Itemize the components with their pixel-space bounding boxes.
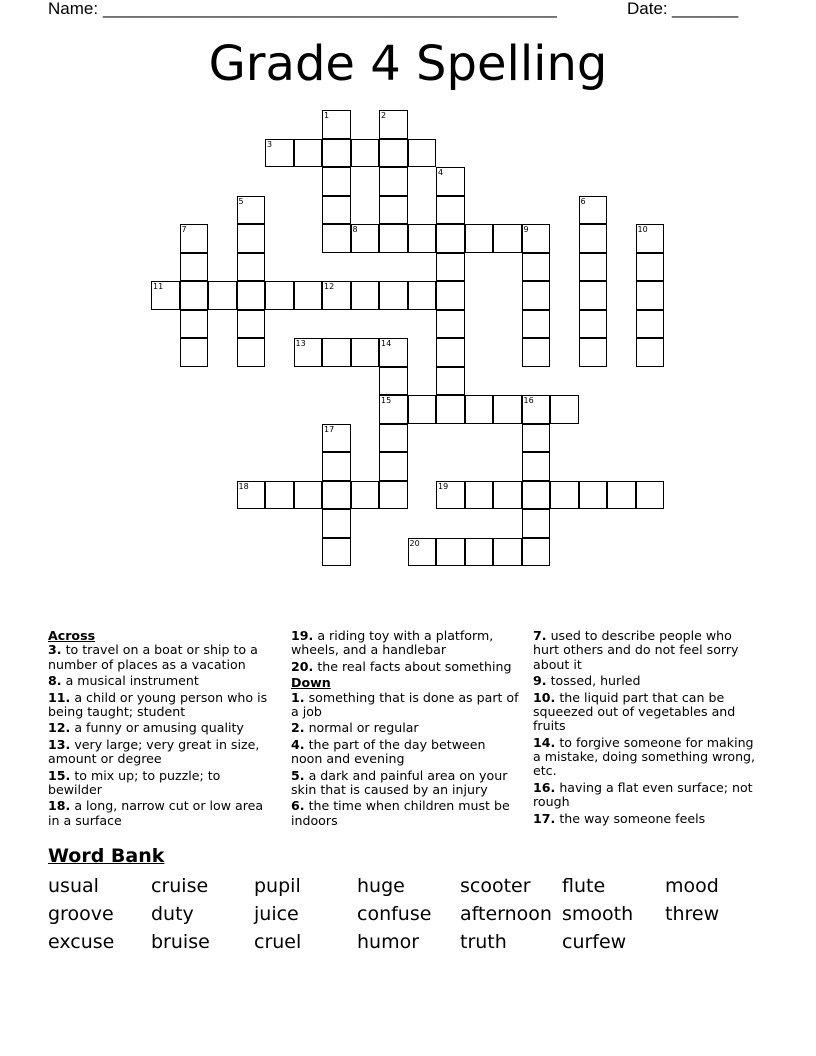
clue-text: tossed, hurled xyxy=(546,673,641,689)
cell-number: 11 xyxy=(153,282,164,291)
cell-number: 4 xyxy=(438,168,444,177)
crossword-cell[interactable] xyxy=(379,224,408,253)
word-bank-word: truth xyxy=(460,931,507,953)
crossword-cell[interactable] xyxy=(237,338,266,367)
crossword-cell[interactable] xyxy=(322,110,351,139)
across-heading: Across xyxy=(48,628,96,643)
crossword-cell[interactable] xyxy=(180,310,209,339)
crossword-cell[interactable] xyxy=(636,253,665,282)
page-title: Grade 4 Spelling xyxy=(208,36,608,92)
crossword-cell[interactable] xyxy=(579,338,608,367)
clue-text: very large; very great in size, amount or degree xyxy=(48,736,260,767)
crossword-cell[interactable] xyxy=(465,395,494,424)
clue-number: 5. xyxy=(291,767,305,783)
clue-item xyxy=(533,812,761,826)
date-label: Date: xyxy=(627,0,668,18)
clue-item xyxy=(533,781,761,810)
clue-number: 4. xyxy=(291,736,305,752)
crossword-cell[interactable] xyxy=(550,395,579,424)
cell-number: 7 xyxy=(181,225,187,234)
crossword-cell[interactable] xyxy=(322,538,351,567)
crossword-cell[interactable] xyxy=(522,281,551,310)
word-bank-word: confuse xyxy=(357,903,432,925)
crossword-cell[interactable] xyxy=(522,310,551,339)
crossword-cell[interactable] xyxy=(436,538,465,567)
date-line[interactable]: _______ xyxy=(672,0,739,18)
clue-number: 9. xyxy=(533,673,547,689)
clue-text: a dark and painful area on your skin that is caused by an injury xyxy=(291,767,508,797)
clue-number: 12. xyxy=(48,720,71,736)
clues-column-1 xyxy=(48,629,276,830)
clue-item xyxy=(533,674,761,688)
cell-number: 12 xyxy=(324,282,335,291)
crossword-cell[interactable] xyxy=(322,139,351,168)
clue-text: the liquid part that can be squeezed out of vegetables and fruits xyxy=(533,689,736,734)
crossword-cell[interactable] xyxy=(351,139,380,168)
clue-number: 8. xyxy=(48,673,62,689)
crossword-cell[interactable] xyxy=(180,224,209,253)
crossword-cell[interactable] xyxy=(379,367,408,396)
cell-number: 9 xyxy=(523,225,529,234)
crossword-cell[interactable] xyxy=(579,196,608,225)
crossword-cell[interactable] xyxy=(379,452,408,481)
crossword-cell[interactable] xyxy=(322,167,351,196)
clue-text: something that is done as part of a job xyxy=(291,689,519,719)
crossword-cell[interactable] xyxy=(636,310,665,339)
clue-number: 18. xyxy=(48,798,71,814)
crossword-cell[interactable] xyxy=(579,310,608,339)
crossword-cell[interactable] xyxy=(408,224,437,253)
crossword-cell[interactable] xyxy=(436,338,465,367)
clue-text: a musical instrument xyxy=(61,673,199,689)
clue-item xyxy=(48,721,276,735)
cell-number: 1 xyxy=(324,111,330,120)
crossword-cell[interactable] xyxy=(436,167,465,196)
clue-number: 14. xyxy=(533,734,556,750)
crossword-cell[interactable] xyxy=(265,281,294,310)
crossword-cell[interactable] xyxy=(493,481,522,510)
clue-item xyxy=(291,691,519,720)
clue-number: 7. xyxy=(533,628,547,643)
crossword-cell[interactable] xyxy=(151,281,180,310)
clue-number: 6. xyxy=(291,798,305,814)
cell-number: 3 xyxy=(267,139,273,149)
crossword-cell[interactable] xyxy=(351,481,380,510)
word-bank-word: bruise xyxy=(151,931,210,953)
cell-number: 10 xyxy=(637,225,648,234)
word-bank-word: smooth xyxy=(562,903,634,925)
crossword-cell[interactable] xyxy=(522,509,551,538)
crossword-cell[interactable] xyxy=(322,509,351,538)
cell-number: 17 xyxy=(324,424,335,434)
word-bank-word: threw xyxy=(665,903,720,925)
crossword-cell[interactable] xyxy=(436,224,465,253)
crossword-cell[interactable] xyxy=(237,253,266,282)
crossword-cell[interactable] xyxy=(322,224,351,253)
clue-item xyxy=(533,736,761,779)
crossword-cell[interactable] xyxy=(465,224,494,253)
crossword-cell[interactable] xyxy=(579,281,608,310)
crossword-cell[interactable] xyxy=(636,338,665,367)
crossword-cell[interactable] xyxy=(237,481,266,510)
cell-number: 8 xyxy=(352,225,358,234)
crossword-cell[interactable] xyxy=(351,281,380,310)
crossword-cell[interactable] xyxy=(208,281,237,310)
crossword-cell[interactable] xyxy=(436,481,465,510)
cell-number: 6 xyxy=(580,196,586,206)
word-bank-word: cruel xyxy=(254,931,302,953)
crossword-cell[interactable] xyxy=(522,224,551,253)
crossword-cell[interactable] xyxy=(237,224,266,253)
cell-number: 18 xyxy=(238,481,249,491)
clue-text: the part of the day between noon and evening xyxy=(291,736,486,767)
crossword-cell[interactable] xyxy=(522,395,551,424)
crossword-cell[interactable] xyxy=(550,481,579,510)
clue-item xyxy=(291,721,519,735)
word-bank-word: pupil xyxy=(254,875,301,897)
crossword-cell[interactable] xyxy=(436,281,465,310)
clue-item xyxy=(48,643,276,672)
clue-number: 19. xyxy=(291,628,314,643)
cell-number: 13 xyxy=(295,339,306,348)
clue-number: 17. xyxy=(533,810,556,826)
crossword-cell[interactable] xyxy=(294,481,323,510)
crossword-cell[interactable] xyxy=(237,310,266,339)
crossword-cell[interactable] xyxy=(322,281,351,310)
crossword-cell[interactable] xyxy=(607,481,636,510)
crossword-cell[interactable] xyxy=(408,538,437,567)
crossword-cell[interactable] xyxy=(322,452,351,481)
crossword-cell[interactable] xyxy=(379,167,408,196)
clue-item xyxy=(48,769,276,798)
clue-number: 2. xyxy=(291,720,305,736)
cell-number: 5 xyxy=(238,196,244,206)
crossword-cell[interactable] xyxy=(522,253,551,282)
crossword-cell[interactable] xyxy=(436,367,465,396)
crossword-cell[interactable] xyxy=(379,281,408,310)
word-bank-word: scooter xyxy=(460,875,531,897)
clues-column-2 xyxy=(291,629,519,830)
clue-text: a child or young person who is being taught; student xyxy=(48,689,268,719)
crossword-cell[interactable] xyxy=(522,481,551,510)
word-bank-word: huge xyxy=(357,875,405,897)
crossword-cell[interactable] xyxy=(408,395,437,424)
crossword-cell[interactable] xyxy=(351,224,380,253)
word-bank-word: cruise xyxy=(151,875,209,897)
crossword-cell[interactable] xyxy=(294,281,323,310)
clue-text: the way someone feels xyxy=(555,810,706,826)
cell-number: 15 xyxy=(381,396,392,405)
crossword-cell[interactable] xyxy=(436,395,465,424)
clue-text: to travel on a boat or ship to a number of places as a vacation xyxy=(48,642,258,672)
crossword-cell[interactable] xyxy=(436,253,465,282)
word-bank-word: usual xyxy=(48,875,99,897)
crossword-cell[interactable] xyxy=(379,196,408,225)
clue-item xyxy=(533,691,761,734)
clue-item xyxy=(48,738,276,767)
word-bank-word: mood xyxy=(665,875,719,897)
crossword-cell[interactable] xyxy=(522,424,551,453)
crossword-cell[interactable] xyxy=(379,481,408,510)
crossword-cell[interactable] xyxy=(322,481,351,510)
clue-text: normal or regular xyxy=(304,720,419,736)
crossword-cell[interactable] xyxy=(579,481,608,510)
crossword-cell[interactable] xyxy=(636,281,665,310)
crossword-cell[interactable] xyxy=(237,281,266,310)
clue-number: 20. xyxy=(291,658,314,674)
clue-item xyxy=(48,691,276,720)
crossword-cell[interactable] xyxy=(522,538,551,567)
word-bank-word: afternoon xyxy=(460,903,552,925)
crossword-cell[interactable] xyxy=(180,338,209,367)
crossword-cell[interactable] xyxy=(436,196,465,225)
crossword-cell[interactable] xyxy=(493,224,522,253)
clue-text: a funny or amusing quality xyxy=(70,720,244,736)
cell-number: 19 xyxy=(438,481,449,491)
crossword-cell[interactable] xyxy=(522,452,551,481)
name-line[interactable]: ________________________________________________ xyxy=(103,0,557,18)
clue-text: the time when children must be indoors xyxy=(291,798,510,828)
clue-number: 1. xyxy=(291,689,305,705)
crossword-cell[interactable] xyxy=(265,481,294,510)
crossword-cell[interactable] xyxy=(294,338,323,367)
clue-number: 15. xyxy=(48,767,71,783)
crossword-cell[interactable] xyxy=(636,481,665,510)
crossword-cell[interactable] xyxy=(465,538,494,567)
crossword-cell[interactable] xyxy=(465,481,494,510)
cell-number: 14 xyxy=(381,339,392,348)
crossword-cell[interactable] xyxy=(579,253,608,282)
clue-text: used to describe people who hurt others and do not feel sorry about it xyxy=(533,628,739,672)
clue-number: 3. xyxy=(48,642,62,658)
clue-item xyxy=(291,769,519,798)
clue-text: to mix up; to puzzle; to bewilder xyxy=(48,767,221,797)
name-label: Name: xyxy=(48,0,99,18)
crossword-cell[interactable] xyxy=(379,395,408,424)
crossword-cell[interactable] xyxy=(237,196,266,225)
clue-item xyxy=(291,660,519,674)
crossword-cell[interactable] xyxy=(579,224,608,253)
cell-number: 2 xyxy=(381,111,387,120)
crossword-cell[interactable] xyxy=(379,338,408,367)
crossword-cell[interactable] xyxy=(180,281,209,310)
word-bank-word: juice xyxy=(254,903,299,925)
clue-item xyxy=(48,799,276,828)
crossword-cell[interactable] xyxy=(493,395,522,424)
crossword-cell[interactable] xyxy=(265,139,294,168)
clue-text: a riding toy with a platform, wheels, and a handlebar xyxy=(291,628,494,658)
clues-column-3 xyxy=(533,629,761,828)
crossword-cell[interactable] xyxy=(379,424,408,453)
cell-number: 20 xyxy=(409,538,420,548)
crossword-cell[interactable] xyxy=(379,139,408,168)
clue-item xyxy=(291,799,519,828)
crossword-cell[interactable] xyxy=(294,139,323,168)
clue-text: a long, narrow cut or low area in a surface xyxy=(48,798,264,828)
clue-item xyxy=(291,738,519,767)
clue-number: 13. xyxy=(48,736,71,752)
word-bank-word: curfew xyxy=(562,931,627,953)
clue-text: the real facts about something xyxy=(313,658,512,674)
crossword-cell[interactable] xyxy=(322,338,351,367)
crossword-cell[interactable] xyxy=(522,338,551,367)
clue-number: 16. xyxy=(533,779,556,795)
crossword-cell[interactable] xyxy=(322,424,351,453)
crossword-cell[interactable] xyxy=(351,338,380,367)
word-bank-word: duty xyxy=(151,903,194,925)
crossword-cell[interactable] xyxy=(408,281,437,310)
word-bank-title: Word Bank xyxy=(48,845,165,867)
word-bank-word: humor xyxy=(357,931,420,953)
cell-number: 16 xyxy=(523,396,534,405)
down-heading: Down xyxy=(291,675,331,691)
crossword-cell[interactable] xyxy=(636,224,665,253)
clue-item xyxy=(48,674,276,688)
crossword-cell[interactable] xyxy=(408,139,437,168)
clue-number: 11. xyxy=(48,689,71,705)
crossword-cell[interactable] xyxy=(180,253,209,282)
crossword-cell[interactable] xyxy=(379,110,408,139)
word-bank-word: excuse xyxy=(48,931,115,953)
crossword-cell[interactable] xyxy=(322,196,351,225)
clue-item xyxy=(291,629,519,658)
word-bank-word: flute xyxy=(562,875,606,897)
crossword-cell[interactable] xyxy=(493,538,522,567)
clue-text: having a flat even surface; not rough xyxy=(533,779,753,810)
clue-number: 10. xyxy=(533,689,556,705)
crossword-cell[interactable] xyxy=(436,310,465,339)
clue-text: to forgive someone for making a mistake, doing something wrong, etc. xyxy=(533,734,756,779)
word-bank-word: groove xyxy=(48,903,114,925)
clue-item xyxy=(533,629,761,672)
